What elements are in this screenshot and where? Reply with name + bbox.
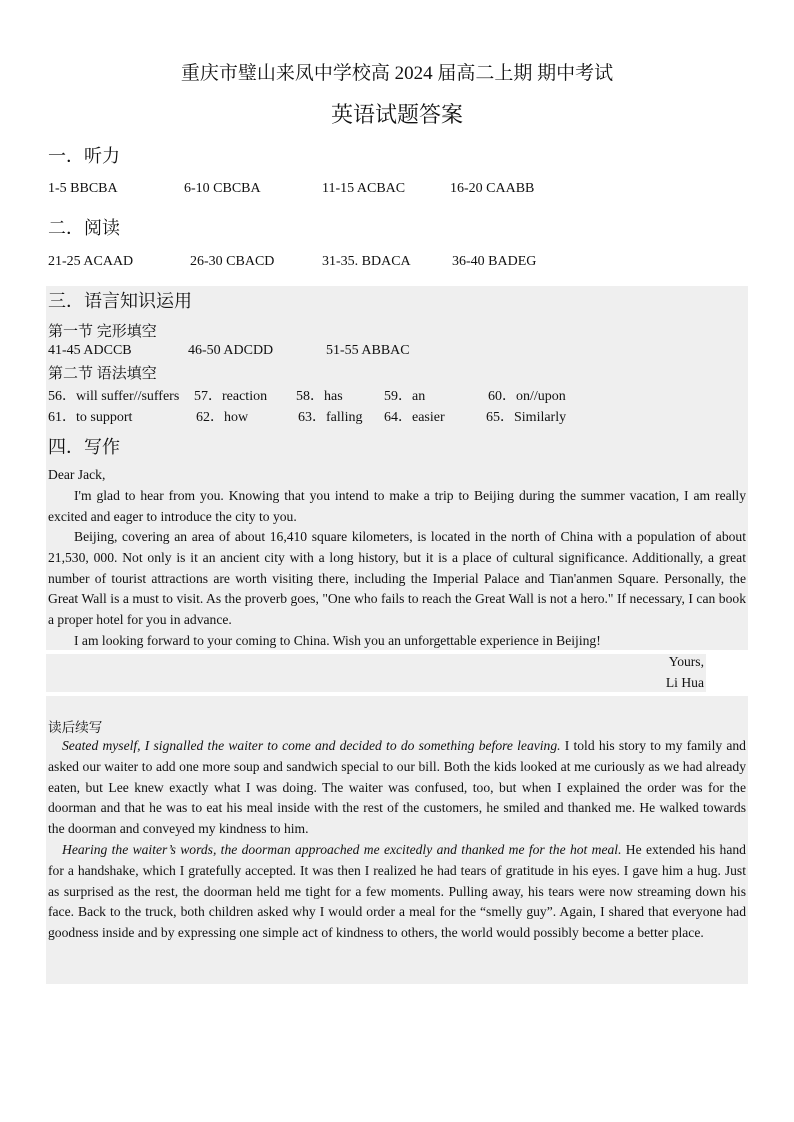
grammar-answer-63: 63．falling: [298, 410, 363, 425]
letter-closing: Yours,: [668, 654, 704, 669]
listening-answer-2: 6-10 CBCBA: [184, 181, 261, 196]
listening-answer-4: 16-20 CAABB: [450, 181, 535, 196]
continuation-paragraph-2-body: He extended his hand for a handshake, which I gratefully accepted. It was then I realized he had tears of gratitude in his eyes. I gave him a hug. Just as surprised as the rest, the doorman held me tight for a few moments. Pulling away, his tears were now streaming down his face. Back to the truck, both children asked why I would order a meal for the “smelly guy”. Again, I shared that everyone had goodness inside and by expressing one simple act of kindness to others, the world would possibly become a better place.: [48, 842, 746, 941]
grammar-heading: 第二节 语法填空: [48, 366, 157, 382]
reading-heading: 二．阅读: [48, 218, 120, 238]
reading-answer-4: 36-40 BADEG: [452, 254, 537, 269]
letter-paragraph-1: I'm glad to hear from you. Knowing that you intend to make a trip to Beijing during the summer vacation, I am really excited and eager to introduce the city to you.: [48, 488, 746, 524]
grammar-answer-61: 61．to support: [48, 410, 133, 425]
continuation-paragraph-1: [48, 736, 746, 840]
continuation-paragraph-2-lead: Hearing the waiter’s words, the doorman approached me excitedly and thanked me for the hot meal.: [62, 842, 622, 857]
listening-answer-1: 1-5 BBCBA: [48, 181, 118, 196]
continuation-heading: 读后续写: [48, 720, 103, 735]
listening-answer-3: 11-15 ACBAC: [322, 181, 406, 196]
reading-answer-2: 26-30 CBACD: [190, 254, 275, 269]
continuation-paragraph-1-lead: Seated myself, I signalled the waiter to come and decided to do something before leaving.: [62, 738, 561, 753]
reading-answer-1: 21-25 ACAAD: [48, 254, 134, 269]
letter-signature: Li Hua: [665, 675, 704, 690]
grammar-answer-57: 57．reaction: [194, 389, 268, 404]
grammar-answer-60: 60．on//upon: [488, 389, 566, 404]
shaded-band-closing: [46, 654, 706, 692]
grammar-answer-58: 58．has: [296, 389, 343, 404]
language-heading: 三．语言知识运用: [48, 291, 192, 311]
continuation-paragraph-2: [48, 840, 746, 944]
reading-answer-3: 31-35. BDACA: [322, 254, 411, 269]
letter-greeting: Dear Jack,: [48, 467, 106, 482]
cloze-answer-1: 41-45 ADCCB: [48, 343, 132, 358]
continuation-paragraph-1-body: I told his story to my family and asked our waiter to add one more soup and sandwich special to our bill. Both the kids looked at me curiously as we had already eaten, but Lee knew exactly what I was doing. The waiter was confused, too, but when I explained the order was for the doorman and that he was to eat his meal inside with the rest of the customers, he smiled and thanked me. He walked towards the doorman and conveyed my kindness to him.: [48, 738, 746, 837]
grammar-answer-64: 64．easier: [384, 410, 445, 425]
page-subtitle: 英语试题答案: [330, 102, 463, 127]
listening-heading: 一．听力: [48, 146, 120, 166]
cloze-heading: 第一节 完形填空: [48, 324, 157, 340]
page-title: 重庆市璧山来凤中学校高 2024 届高二上期 期中考试: [180, 63, 614, 84]
cloze-answer-3: 51-55 ABBAC: [326, 343, 410, 358]
grammar-answer-59: 59．an: [384, 389, 426, 404]
letter-paragraph-3: I am looking forward to your coming to China. Wish you an unforgettable experience in Beijing!: [74, 633, 601, 648]
letter-paragraph-2: Beijing, covering an area of about 16,410 square kilometers, is located in the north of China with a population of about 21,530, 000. Not only is it an ancient city with a long history, but it is a place of cultural significance. Additionally, a great number of tourist attractions are worth visiting there, including the Imperial Palace and Tian'anmen Square. Personally, the Great Wall is a must to visit. As the proverb goes, "One who fails to reach the Great Wall is not a hero." If necessary, I can book a proper hotel for you in advance.: [48, 529, 746, 628]
writing-heading: 四．写作: [48, 437, 120, 457]
grammar-answer-65: 65．Similarly: [486, 410, 567, 425]
cloze-answer-2: 46-50 ADCDD: [188, 343, 274, 358]
grammar-answer-56: 56．will suffer//suffers: [48, 389, 180, 404]
grammar-answer-62: 62．how: [196, 410, 249, 425]
